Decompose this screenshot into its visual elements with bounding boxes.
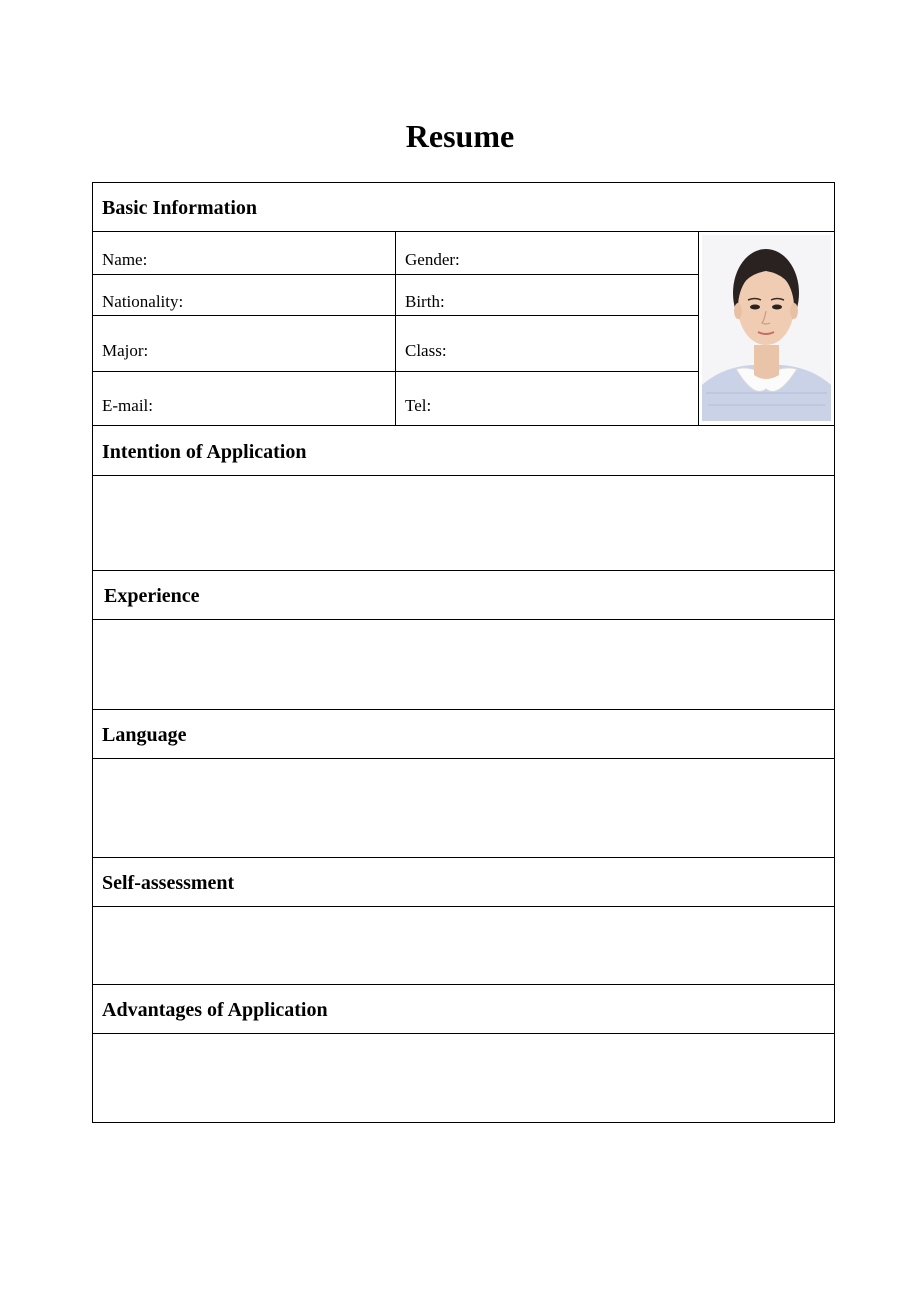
tel-field-label: Tel: [405,396,432,415]
divider [92,231,835,232]
self-assessment-content-area[interactable] [92,907,835,984]
divider [698,231,699,425]
section-heading-language: Language [102,724,187,746]
class-field-label: Class: [405,341,447,360]
resume-form [92,182,835,1123]
section-heading-experience: Experience [104,585,200,607]
divider [395,231,396,425]
experience-content-area[interactable] [92,620,835,709]
advantages-content-area[interactable] [92,1034,835,1122]
birth-field-label: Birth: [405,292,445,311]
divider [92,984,835,985]
divider [92,857,835,858]
gender-field-label: Gender: [405,250,460,269]
name-field-label: Name: [102,250,148,269]
major-field-label: Major: [102,341,149,360]
section-heading-intention: Intention of Application [102,441,307,463]
intention-content-area[interactable] [92,476,835,570]
portrait-icon [702,235,831,421]
section-heading-basic-information: Basic Information [102,197,257,219]
divider [92,425,835,426]
page-title: Resume [405,118,515,154]
language-content-area[interactable] [92,759,835,857]
divider [92,570,835,571]
section-heading-advantages: Advantages of Application [102,999,328,1021]
nationality-field-label: Nationality: [102,292,184,311]
portrait-photo [702,235,831,421]
section-heading-self-assessment: Self-assessment [102,872,235,894]
divider [92,709,835,710]
email-field-label: E-mail: [102,396,153,415]
